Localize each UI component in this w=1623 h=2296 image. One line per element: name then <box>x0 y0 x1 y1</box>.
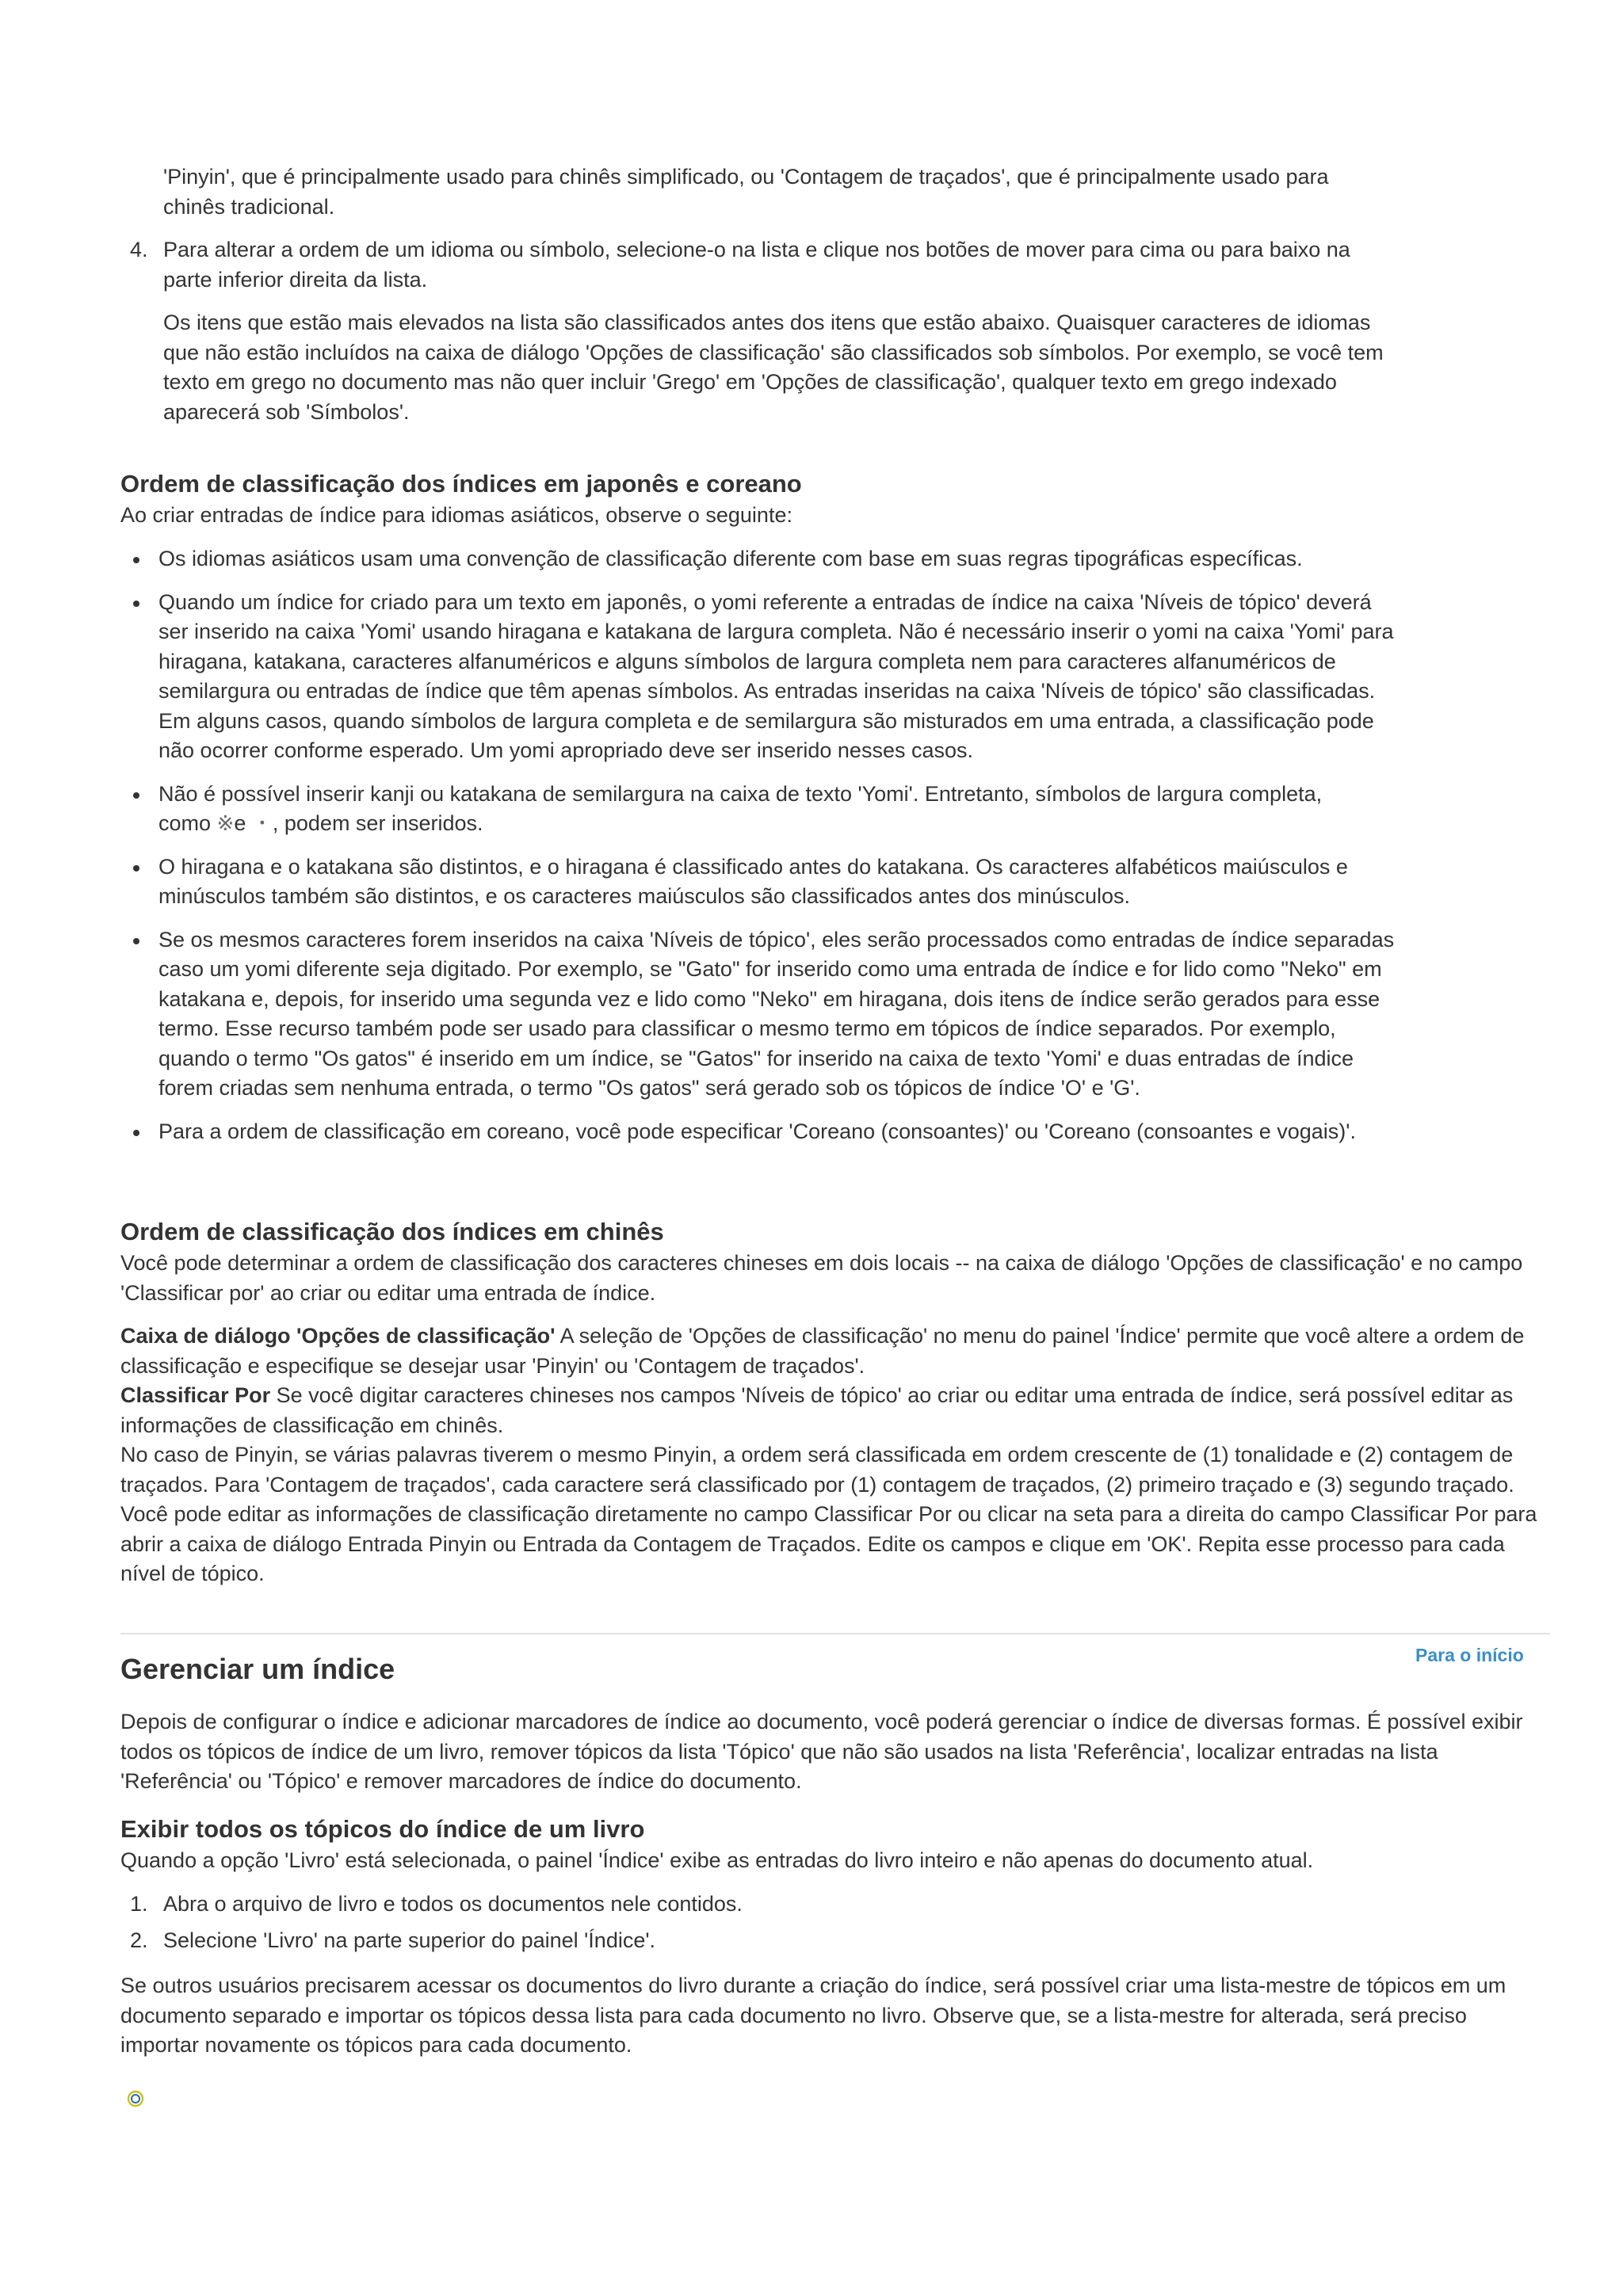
bullet-icon <box>133 792 139 799</box>
list-number: 4. <box>130 238 148 261</box>
list-item <box>130 1926 1400 1956</box>
list-item <box>130 1890 1400 1920</box>
back-to-top-link[interactable]: Para o início <box>1415 1645 1524 1665</box>
creative-commons-icon <box>127 2090 144 2107</box>
list-item <box>158 852 1400 912</box>
list-number: 2. <box>130 1928 148 1952</box>
section-heading-book-topics: Exibir todos os tópicos do índice de um livro <box>120 1815 645 1843</box>
section-lead: Ao criar entradas de índice para idiomas asiáticos, observe o seguinte: <box>120 503 792 527</box>
step-text: Para alterar a ordem de um idioma ou símbolo, selecione-o na lista e clique nos botões de mover para cima ou para baixo na parte inferior direita da lista. <box>163 238 1350 292</box>
list-item-text-part: e <box>234 811 252 835</box>
list-item-text-part: como <box>158 811 217 835</box>
step-note: Os itens que estão mais elevados na lista são classificados antes dos itens que estão abaixo. Quaisquer caracteres de idiomas que não estão incluídos na caixa de diálogo 'Opções de classificação' são classificados sob símbolos. Por exemplo, se você tem texto em grego no documento mas não quer incluir 'Grego' em 'Opções de classificação', qualquer texto em grego indexado aparecerá sob 'Símbolos'. <box>163 311 1384 424</box>
section-heading-japanese-korean: Ordem de classificação dos índices em japonês e coreano <box>120 470 802 498</box>
section-divider <box>120 1633 1550 1634</box>
step-text: Selecione 'Livro' na parte superior do painel 'Índice'. <box>163 1928 655 1952</box>
definition-description: Se você digitar caracteres chineses nos campos 'Níveis de tópico' ao criar ou editar uma entrada de índice, será possível editar as informações de classificação em chinês. <box>120 1383 1514 1437</box>
list-item <box>158 588 1400 766</box>
bullet-icon <box>133 557 139 563</box>
list-item-text: Se os mesmos caracteres forem inseridos na caixa 'Níveis de tópico', eles serão processados como entradas de índice separadas caso um yomi diferente seja digitado. Por exemplo, se "Gato" for inserido como uma entrada de índice e for lido como "Neko" em katakana e, depois, for inserido uma segunda vez e lido como "Neko" em hiragana, dois itens de índice serão gerados para esse termo. Esse recurso também pode ser usado para classificar o mesmo termo em tópicos de índice separados. Por exemplo, quando o termo "Os gatos" é inserido em um índice, se "Gatos" for inserido na caixa de texto 'Yomi' e duas entradas de índice forem criadas sem nenhuma entrada, o termo "Os gatos" será gerado sob os tópicos de índice 'O' e 'G'. <box>158 927 1395 1100</box>
definition-term: Classificar Por <box>120 1383 271 1407</box>
list-item-text: Os idiomas asiáticos usam uma convenção de classificação diferente com base em suas regras tipográficas específicas. <box>158 547 1303 570</box>
list-item-text-part: , podem ser inseridos. <box>272 811 483 835</box>
step-text: Abra o arquivo de livro e todos os documentos nele contidos. <box>163 1892 743 1916</box>
section-heading-chinese: Ordem de classificação dos índices em chinês <box>120 1218 664 1245</box>
list-item-text: Quando um índice for criado para um texto em japonês, o yomi referente a entradas de índice na caixa 'Níveis de tópico' deverá ser inserido na caixa 'Yomi' usando hiragana e katakana de largura completa. Não é necessário inserir o yomi na caixa 'Yomi' para hiragana, katakana, caracteres alfanuméricos e alguns símbolos de largura completa nem para caracteres alfanuméricos de semilargura ou entradas de índice que têm apenas símbolos. As entradas inseridas na caixa 'Níveis de tópico' são classificadas. Em alguns casos, quando símbolos de largura completa e de semilargura são misturados em uma entrada, a classificação pode não ocorrer conforme esperado. Um yomi apropriado deve ser inserido nesses casos. <box>158 589 1394 762</box>
list-item-continuation-line: chinês tradicional. <box>163 194 335 219</box>
bullet-icon <box>133 865 139 871</box>
list-number: 1. <box>130 1892 148 1916</box>
list-item <box>158 1117 1400 1147</box>
bullet-icon <box>133 938 139 944</box>
list-item-continuation-line: 'Pinyin', que é principalmente usado para chinês simplificado, ou 'Contagem de traçados', que é principalmente usado para <box>163 165 1329 189</box>
list-item-text: O hiragana e o katakana são distintos, e o hiragana é classificado antes do katakana. Os caracteres alfabéticos maiúsculos e minúsculos também são distintos, e os caracteres maiúsculos são classificados antes dos minúsculos. <box>158 854 1348 908</box>
definition-dialog <box>120 1322 1547 1381</box>
list-item-text-part: Não é possível inserir kanji ou katakana de semilargura na caixa de texto 'Yomi'. Entretanto, símbolos de largura completa, <box>158 781 1323 806</box>
ordered-list-continuation <box>163 162 1400 222</box>
list-item-text: Para a ordem de classificação em coreano, você pode especificar 'Coreano (consoantes)' ou 'Coreano (consoantes e vogais)'. <box>158 1119 1356 1143</box>
middle-dot-symbol: ・ <box>251 811 273 835</box>
ordered-list-book-steps <box>130 1890 1400 1955</box>
section-heading-manage-index: Gerenciar um índice <box>120 1653 395 1685</box>
section-lead: Você pode determinar a ordem de classificação dos caracteres chineses em dois locais -- na caixa de diálogo 'Opções de classificação' e no campo 'Classificar por' ao criar ou editar uma entrada de índice. <box>120 1251 1523 1305</box>
list-item-text <box>158 780 1400 839</box>
list-item-step-4 <box>130 235 1400 427</box>
definition-sort-by <box>120 1381 1547 1440</box>
definition-term: Caixa de diálogo 'Opções de classificação' <box>120 1324 556 1348</box>
pinyin-paragraph: No caso de Pinyin, se várias palavras tiverem o mesmo Pinyin, a ordem será classificada em ordem crescente de (1) tonalidade e (2) contagem de traçados. Para 'Contagem de traçados', cada caractere será classificado por (1) contagem de traçados, (2) primeiro traçado e (3) segundo traçado. Você pode editar as informações de classificação diretamente no campo Classificar Por ou clicar na seta para a direita do campo Classificar Por para abrir a caixa de diálogo Entrada Pinyin ou Entrada da Contagem de Traçados. Edite os campos e clique em 'OK'. Repita esse processo para cada nível de tópico. <box>120 1443 1537 1585</box>
list-item <box>158 925 1400 1104</box>
list-item <box>158 544 1400 574</box>
bullet-icon <box>133 1130 139 1136</box>
reference-mark-symbol: ※ <box>216 811 235 835</box>
closing-paragraph: Se outros usuários precisarem acessar os documentos do livro durante a criação do índice, será possível criar uma lista-mestre de tópicos em um documento separado e importar os tópicos dessa lista para cada documento no livro. Observe que, se a lista-mestre for alterada, será preciso importar novamente os tópicos para cada documento. <box>120 1974 1507 2057</box>
section-lead: Quando a opção 'Livro' está selecionada, o painel 'Índice' exibe as entradas do livro inteiro e não apenas do documento atual. <box>120 1848 1314 1872</box>
bullet-list-japanese <box>158 544 1400 1160</box>
bullet-icon <box>133 601 139 607</box>
definition-description: A seleção de 'Opções de classificação' no menu do painel 'Índice' permite que você altere a ordem de classificação e especifique se desejar usar 'Pinyin' ou 'Contagem de traçados'. <box>120 1324 1525 1378</box>
manage-paragraph: Depois de configurar o índice e adicionar marcadores de índice ao documento, você poderá gerenciar o índice de diversas formas. É possível exibir todos os tópicos de índice de um livro, remover tópicos da lista 'Tópico' que não são usados na lista 'Referência', localizar entradas na lista 'Referência' ou 'Tópico' e remover marcadores de índice do documento. <box>120 1710 1523 1793</box>
list-item <box>158 780 1400 839</box>
